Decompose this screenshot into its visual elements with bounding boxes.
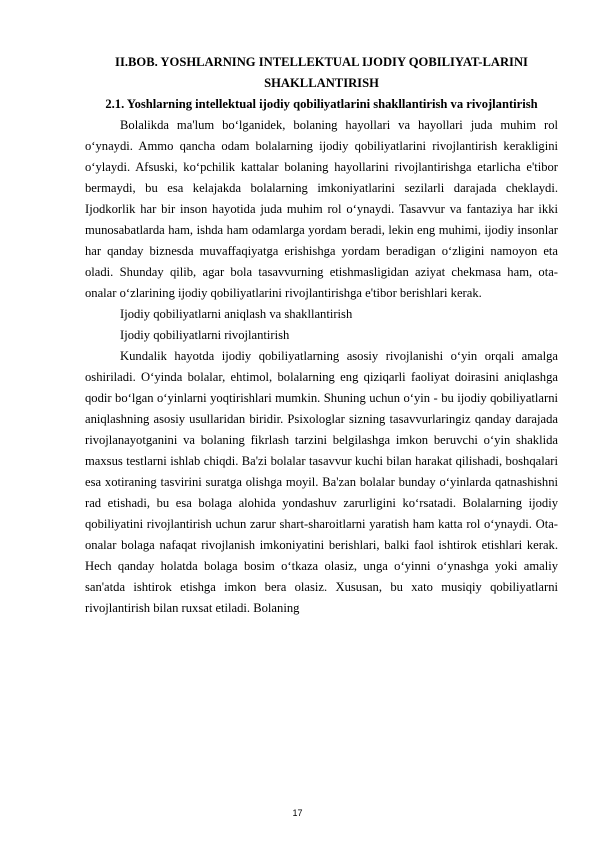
list-line-1: Ijodiy qobiliyatlarni aniqlash va shakllantirish bbox=[120, 307, 353, 321]
chapter-title: II.BOB. YOSHLARNING INTELLEKTUAL IJODIY QOBILIYAT-LARINI SHAKLLANTIRISH bbox=[115, 55, 528, 90]
list-line-2: Ijodiy qobiliyatlarni rivojlantirish bbox=[120, 328, 290, 342]
paragraph-1: Bolalikda ma'lum bo‘lganidek, bolaning hayollari va hayollari juda muhim rol o‘ynaydi. Ammo qancha odam bolalarning ijodiy qobiliyatlarini rivojlantirish kerakligini o‘ylaydi. Afsuski, ko‘pchilik kattalar bolaning hayollarini rivojlantirishga etarlicha e'tibor bermaydi, bu esa kelajakda bolalarning imkoniyatlarini sezilarli darajada cheklaydi. Ijodkorlik har bir inson hayotida juda muhim rol o‘ynaydi. Tasavvur va fantaziya har ikki munosabatlarda ham, ishda ham odamlarga yordam beradi, lekin eng muhimi, ijodiy insonlar har qanday biznesda muvaffaqiyatga erishishga yordam beradigan o‘zligini namoyon eta oladi. Shunday qilib, agar bola tasavvurning etishmasligidan aziyat chekmasa ham, ota-onalar o‘zlarining ijodiy qobiliyatlarini rivojlantirishga e'tibor berishlari kerak. bbox=[85, 118, 558, 300]
paragraph-2: Kundalik hayotda ijodiy qobiliyatlarning asosiy rivojlanishi o‘yin orqali amalga oshiriladi. O‘yinda bolalar, ehtimol, bolalarning eng qiziqarli faoliyat doirasini aniqlashga qodir bo‘lgan o‘yinlarni yoqtirishlari mumkin. Shuning uchun o‘yin - bu ijodiy qobiliyatlarni aniqlashning asosiy usullaridan biridir. Psixologlar sizning tasavvurlaringiz qanday darajada rivojlanayotganini va bolaning fikrlash tarzini belgilashga imkon beruvchi o‘yin shaklida maxsus testlarni ishlab chiqdi. Ba'zi bolalar tasavvur kuchi bilan harakat qilishadi, boshqalari esa xotiraning tasvirini suratga olishga moyil. Ba'zan bolalar bunday o‘yinlarda qatnashishni rad etishadi, bu esa bolaga alohida yondashuv zarurligini ko‘rsatadi. Bolalarning ijodiy qobiliyatini rivojlantirish uchun zarur shart-sharoitlarni yaratish ham katta rol o‘ynaydi. Ota-onalar bolaga nafaqat rivojlanish imkoniyatini berishlari, balki faol ishtirok etishlari kerak. Hech qanday holatda bolaga bosim o‘tkaza olasiz, unga o‘yinni o‘ynashga yoki amaliy san'atda ishtirok etishga imkon bera olasiz. Xususan, bu xato musiqiy qobiliyatlarni rivojlantirish bilan ruxsat etiladi. Bolaning bbox=[85, 349, 558, 615]
section-title: 2.1. Yoshlarning intellektual ijodiy qobiliyatlarini shakllantirish va rivojlantirish bbox=[105, 97, 538, 111]
page-number: 17 bbox=[292, 808, 303, 818]
document-page bbox=[85, 52, 558, 619]
